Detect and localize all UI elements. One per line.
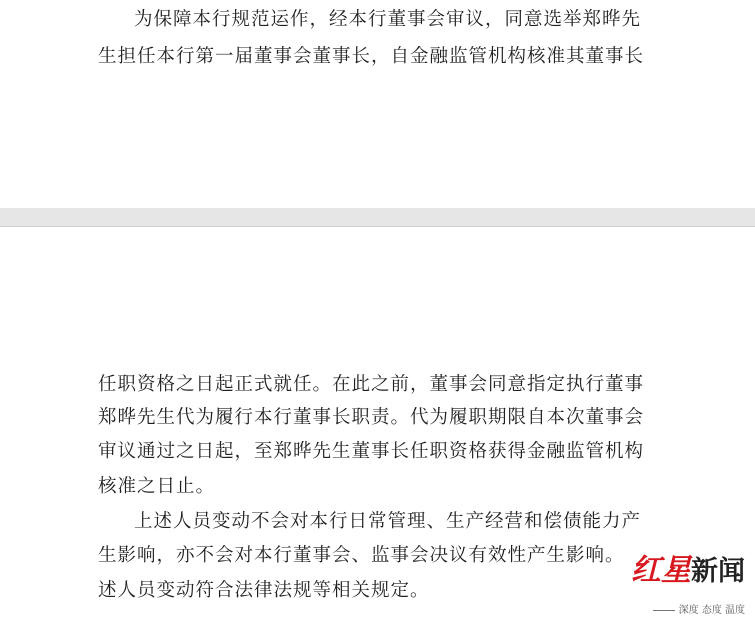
paragraph-line: 审议通过之日起，至郑晔先生董事长任职资格获得金融监管机构: [98, 441, 645, 462]
paragraph-line: 生影响，亦不会对本行董事会、监事会决议有效性产生影响。: [98, 545, 625, 566]
watermark-dash: [653, 610, 675, 611]
document-page-1: [0, 0, 755, 209]
paragraph-line: 为保障本行规范运作，经本行董事会审议，同意选举郑晔先: [134, 9, 642, 30]
page-break: [0, 208, 755, 226]
watermark-logo-black: 新闻: [691, 556, 745, 587]
news-watermark: [605, 554, 745, 616]
watermark-tagline: [653, 601, 745, 616]
paragraph-line: 郑晔先生代为履行本行董事长职责。代为履职期限自本次董事会: [98, 407, 645, 428]
watermark-tagline-text: 深度 态度 温度: [678, 605, 745, 616]
paragraph-line: 生担任本行第一届董事会董事长，自金融监管机构核准其董事长: [98, 46, 645, 67]
watermark-logo-red: 红星: [631, 553, 691, 588]
paragraph-line: 核准之日止。: [98, 476, 216, 497]
paragraph-line: 述人员变动符合法律法规等相关规定。: [98, 580, 430, 601]
paragraph-line: 上述人员变动不会对本行日常管理、生产经营和偿债能力产: [134, 511, 642, 532]
paragraph-line: 任职资格之日起正式就任。在此之前，董事会同意指定执行董事: [98, 374, 645, 395]
watermark-logo: [631, 554, 745, 589]
